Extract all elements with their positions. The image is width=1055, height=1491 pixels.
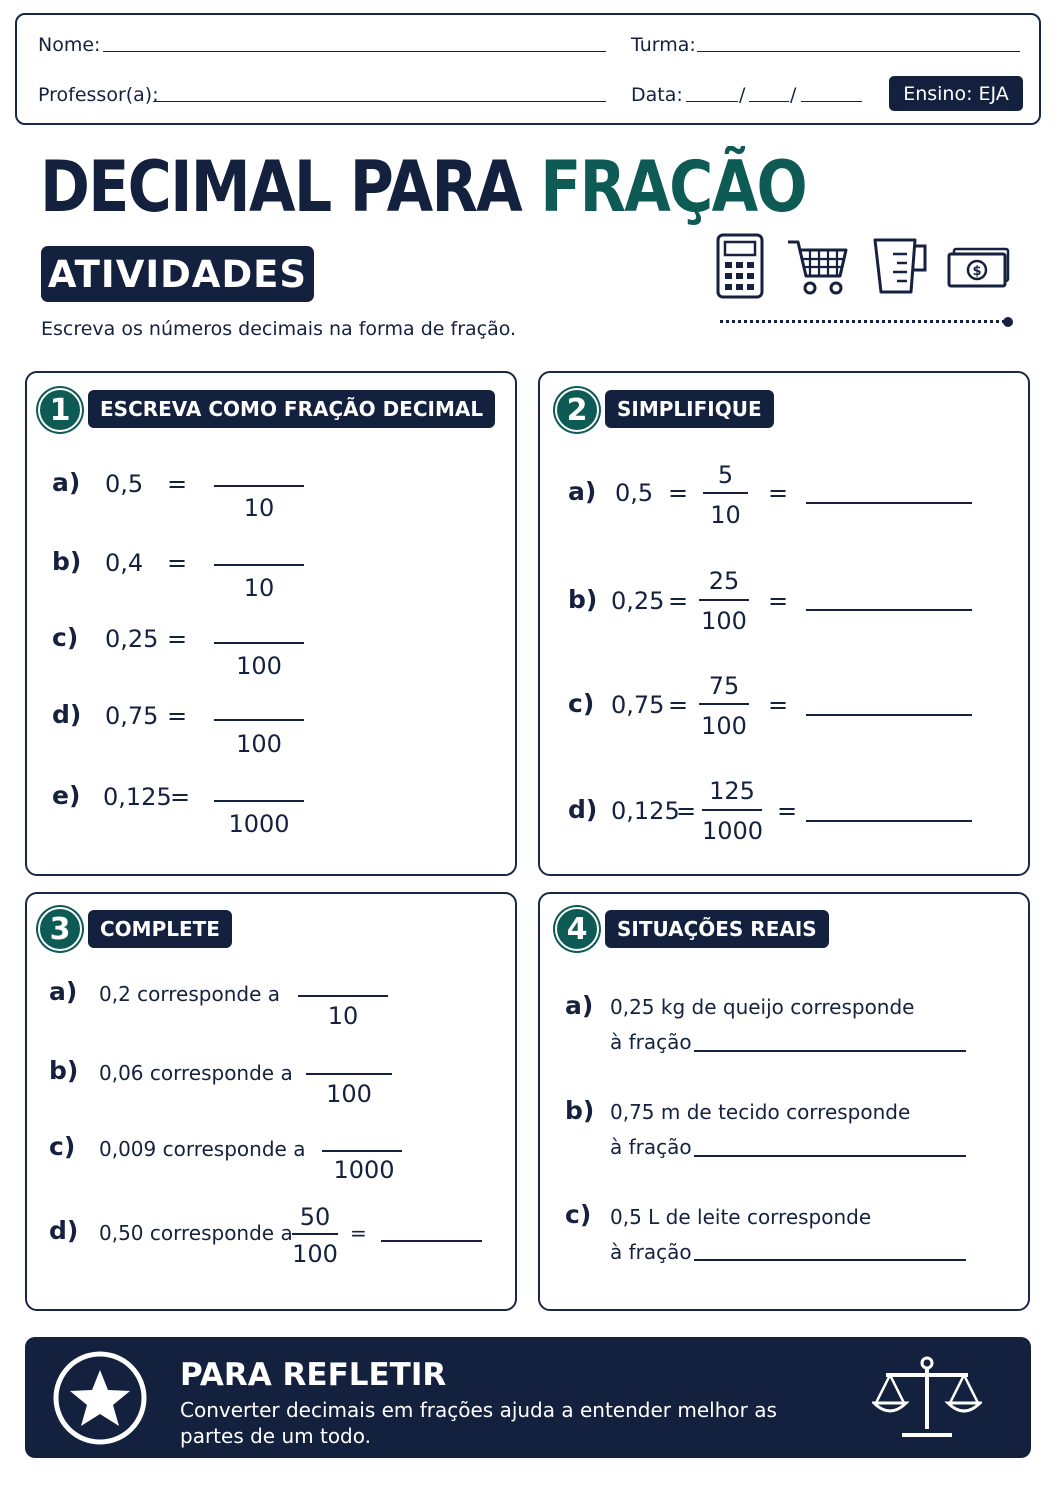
numerator-blank[interactable]	[214, 642, 304, 644]
denominator: 10	[710, 501, 741, 529]
star-icon	[50, 1348, 150, 1448]
student-info-header	[15, 13, 1041, 125]
decorative-dotted-line	[720, 320, 1005, 323]
instruction-text: Escreva os números decimais na forma de fração.	[41, 318, 517, 340]
numerator-blank[interactable]	[306, 1073, 392, 1075]
date-separator: /	[739, 84, 746, 106]
answer-blank[interactable]	[694, 1259, 966, 1261]
denominator: 10	[243, 494, 275, 522]
name-field[interactable]	[103, 50, 606, 52]
denominator: 100	[326, 1080, 372, 1108]
numerator-blank[interactable]	[298, 995, 388, 997]
situation-text: 0,25 kg de queijo corresponde	[610, 995, 915, 1019]
item-letter: b)	[52, 547, 82, 576]
denominator: 100	[701, 607, 747, 635]
level-badge: Ensino: EJA	[889, 76, 1023, 111]
statement-text: 0,009 corresponde a	[99, 1137, 306, 1161]
section-1-number: 1	[38, 388, 82, 432]
situation-text: à fração	[610, 1240, 692, 1264]
section-1-title: ESCREVA COMO FRAÇÃO DECIMAL	[88, 390, 495, 428]
teacher-label: Professor(a):	[38, 84, 159, 106]
denominator: 1000	[702, 817, 764, 845]
numerator: 25	[708, 567, 740, 595]
denominator: 100	[236, 652, 282, 680]
decimal-value: 0,25	[611, 587, 665, 615]
decimal-value: 0,75	[611, 691, 665, 719]
equals-sign: =	[167, 470, 188, 498]
date-separator: /	[790, 84, 797, 106]
equals-sign: =	[167, 549, 188, 577]
equals-sign: =	[668, 587, 689, 615]
equals-sign: =	[777, 797, 798, 825]
date-label: Data:	[631, 84, 683, 106]
fraction-bar	[699, 703, 749, 705]
fraction-bar	[292, 1233, 338, 1235]
shopping-cart-icon	[786, 236, 850, 296]
situation-text: 0,75 m de tecido corresponde	[610, 1100, 911, 1124]
decorative-dot	[1003, 317, 1013, 327]
item-letter: b)	[568, 585, 598, 614]
denominator: 10	[327, 1002, 359, 1030]
item-letter: a)	[49, 977, 78, 1006]
item-letter: a)	[52, 468, 81, 497]
section-3-number: 3	[38, 907, 82, 951]
calculator-icon	[716, 233, 764, 299]
answer-blank[interactable]	[694, 1050, 966, 1052]
equals-sign: =	[668, 691, 689, 719]
balance-scale-icon	[872, 1355, 982, 1441]
reflection-text: Converter decimais em frações ajuda a entender melhor as partes de um todo.	[180, 1398, 777, 1448]
answer-blank[interactable]	[381, 1240, 482, 1242]
reflection-title: PARA REFLETIR	[180, 1357, 447, 1393]
item-letter: b)	[565, 1096, 595, 1125]
section-3-card	[25, 892, 517, 1311]
statement-text: 0,06 corresponde a	[99, 1061, 293, 1085]
money-bill-icon	[946, 245, 1012, 289]
teacher-field[interactable]	[153, 100, 606, 102]
equals-sign: =	[768, 691, 789, 719]
item-letter: d)	[49, 1216, 79, 1245]
equals-sign: =	[676, 797, 697, 825]
item-letter: c)	[49, 1132, 76, 1161]
item-letter: b)	[49, 1056, 79, 1085]
situation-text: à fração	[610, 1030, 692, 1054]
fraction-bar	[699, 599, 749, 601]
numerator-blank[interactable]	[214, 564, 304, 566]
answer-blank[interactable]	[806, 714, 972, 716]
denominator: 1000	[228, 810, 290, 838]
numerator: 5	[717, 461, 734, 489]
section-2-title: SIMPLIFIQUE	[605, 390, 774, 428]
equals-sign: =	[170, 783, 191, 811]
denominator: 100	[292, 1240, 338, 1268]
numerator-blank[interactable]	[214, 485, 304, 487]
decimal-value: 0,125	[103, 783, 172, 811]
decimal-value: 0,4	[105, 549, 144, 577]
item-letter: a)	[565, 991, 594, 1020]
statement-text: 0,50 corresponde a	[99, 1221, 293, 1245]
denominator: 100	[236, 730, 282, 758]
name-label: Nome:	[38, 34, 101, 56]
decimal-value: 0,5	[105, 470, 144, 498]
numerator: 50	[299, 1203, 331, 1231]
numerator-blank[interactable]	[322, 1150, 402, 1152]
denominator: 1000	[333, 1156, 395, 1184]
equals-sign: =	[167, 702, 188, 730]
section-2-number: 2	[555, 388, 599, 432]
date-month-field[interactable]	[749, 100, 789, 102]
date-year-field[interactable]	[801, 100, 862, 102]
class-field[interactable]	[697, 50, 1020, 52]
page-title: DECIMAL PARA FRAÇÃO	[40, 146, 806, 228]
equals-sign: =	[768, 479, 789, 507]
item-letter: a)	[568, 477, 597, 506]
equals-sign: =	[768, 587, 789, 615]
denominator: 10	[243, 574, 275, 602]
section-3-title: COMPLETE	[88, 910, 232, 948]
decimal-value: 0,25	[105, 625, 159, 653]
equals-sign: =	[167, 625, 188, 653]
denominator: 100	[701, 712, 747, 740]
answer-blank[interactable]	[694, 1155, 966, 1157]
section-4-number: 4	[555, 907, 599, 951]
answer-blank[interactable]	[806, 820, 972, 822]
section-4-title: SITUAÇÕES REAIS	[605, 910, 829, 948]
fraction-bar	[702, 809, 762, 811]
activities-pill: ATIVIDADES	[41, 246, 314, 302]
fraction-bar	[703, 492, 748, 494]
numerator-blank[interactable]	[214, 719, 304, 721]
item-letter: d)	[568, 795, 598, 824]
decimal-value: 0,75	[105, 702, 159, 730]
decimal-value: 0,125	[611, 797, 680, 825]
item-letter: c)	[52, 623, 79, 652]
item-letter: c)	[565, 1200, 592, 1229]
situation-text: 0,5 L de leite corresponde	[610, 1205, 872, 1229]
decimal-value: 0,5	[615, 479, 654, 507]
answer-blank[interactable]	[806, 609, 972, 611]
numerator: 125	[709, 777, 755, 805]
item-letter: e)	[52, 781, 81, 810]
situation-text: à fração	[610, 1135, 692, 1159]
numerator-blank[interactable]	[214, 800, 304, 802]
item-letter: c)	[568, 689, 595, 718]
svg-text:$: $	[972, 264, 982, 279]
numerator: 75	[708, 672, 740, 700]
item-letter: d)	[52, 700, 82, 729]
measuring-cup-icon	[871, 236, 931, 296]
statement-text: 0,2 corresponde a	[99, 982, 280, 1006]
equals-sign: =	[350, 1221, 367, 1245]
class-label: Turma:	[631, 34, 696, 56]
date-day-field[interactable]	[686, 100, 738, 102]
equals-sign: =	[668, 479, 689, 507]
answer-blank[interactable]	[806, 502, 972, 504]
